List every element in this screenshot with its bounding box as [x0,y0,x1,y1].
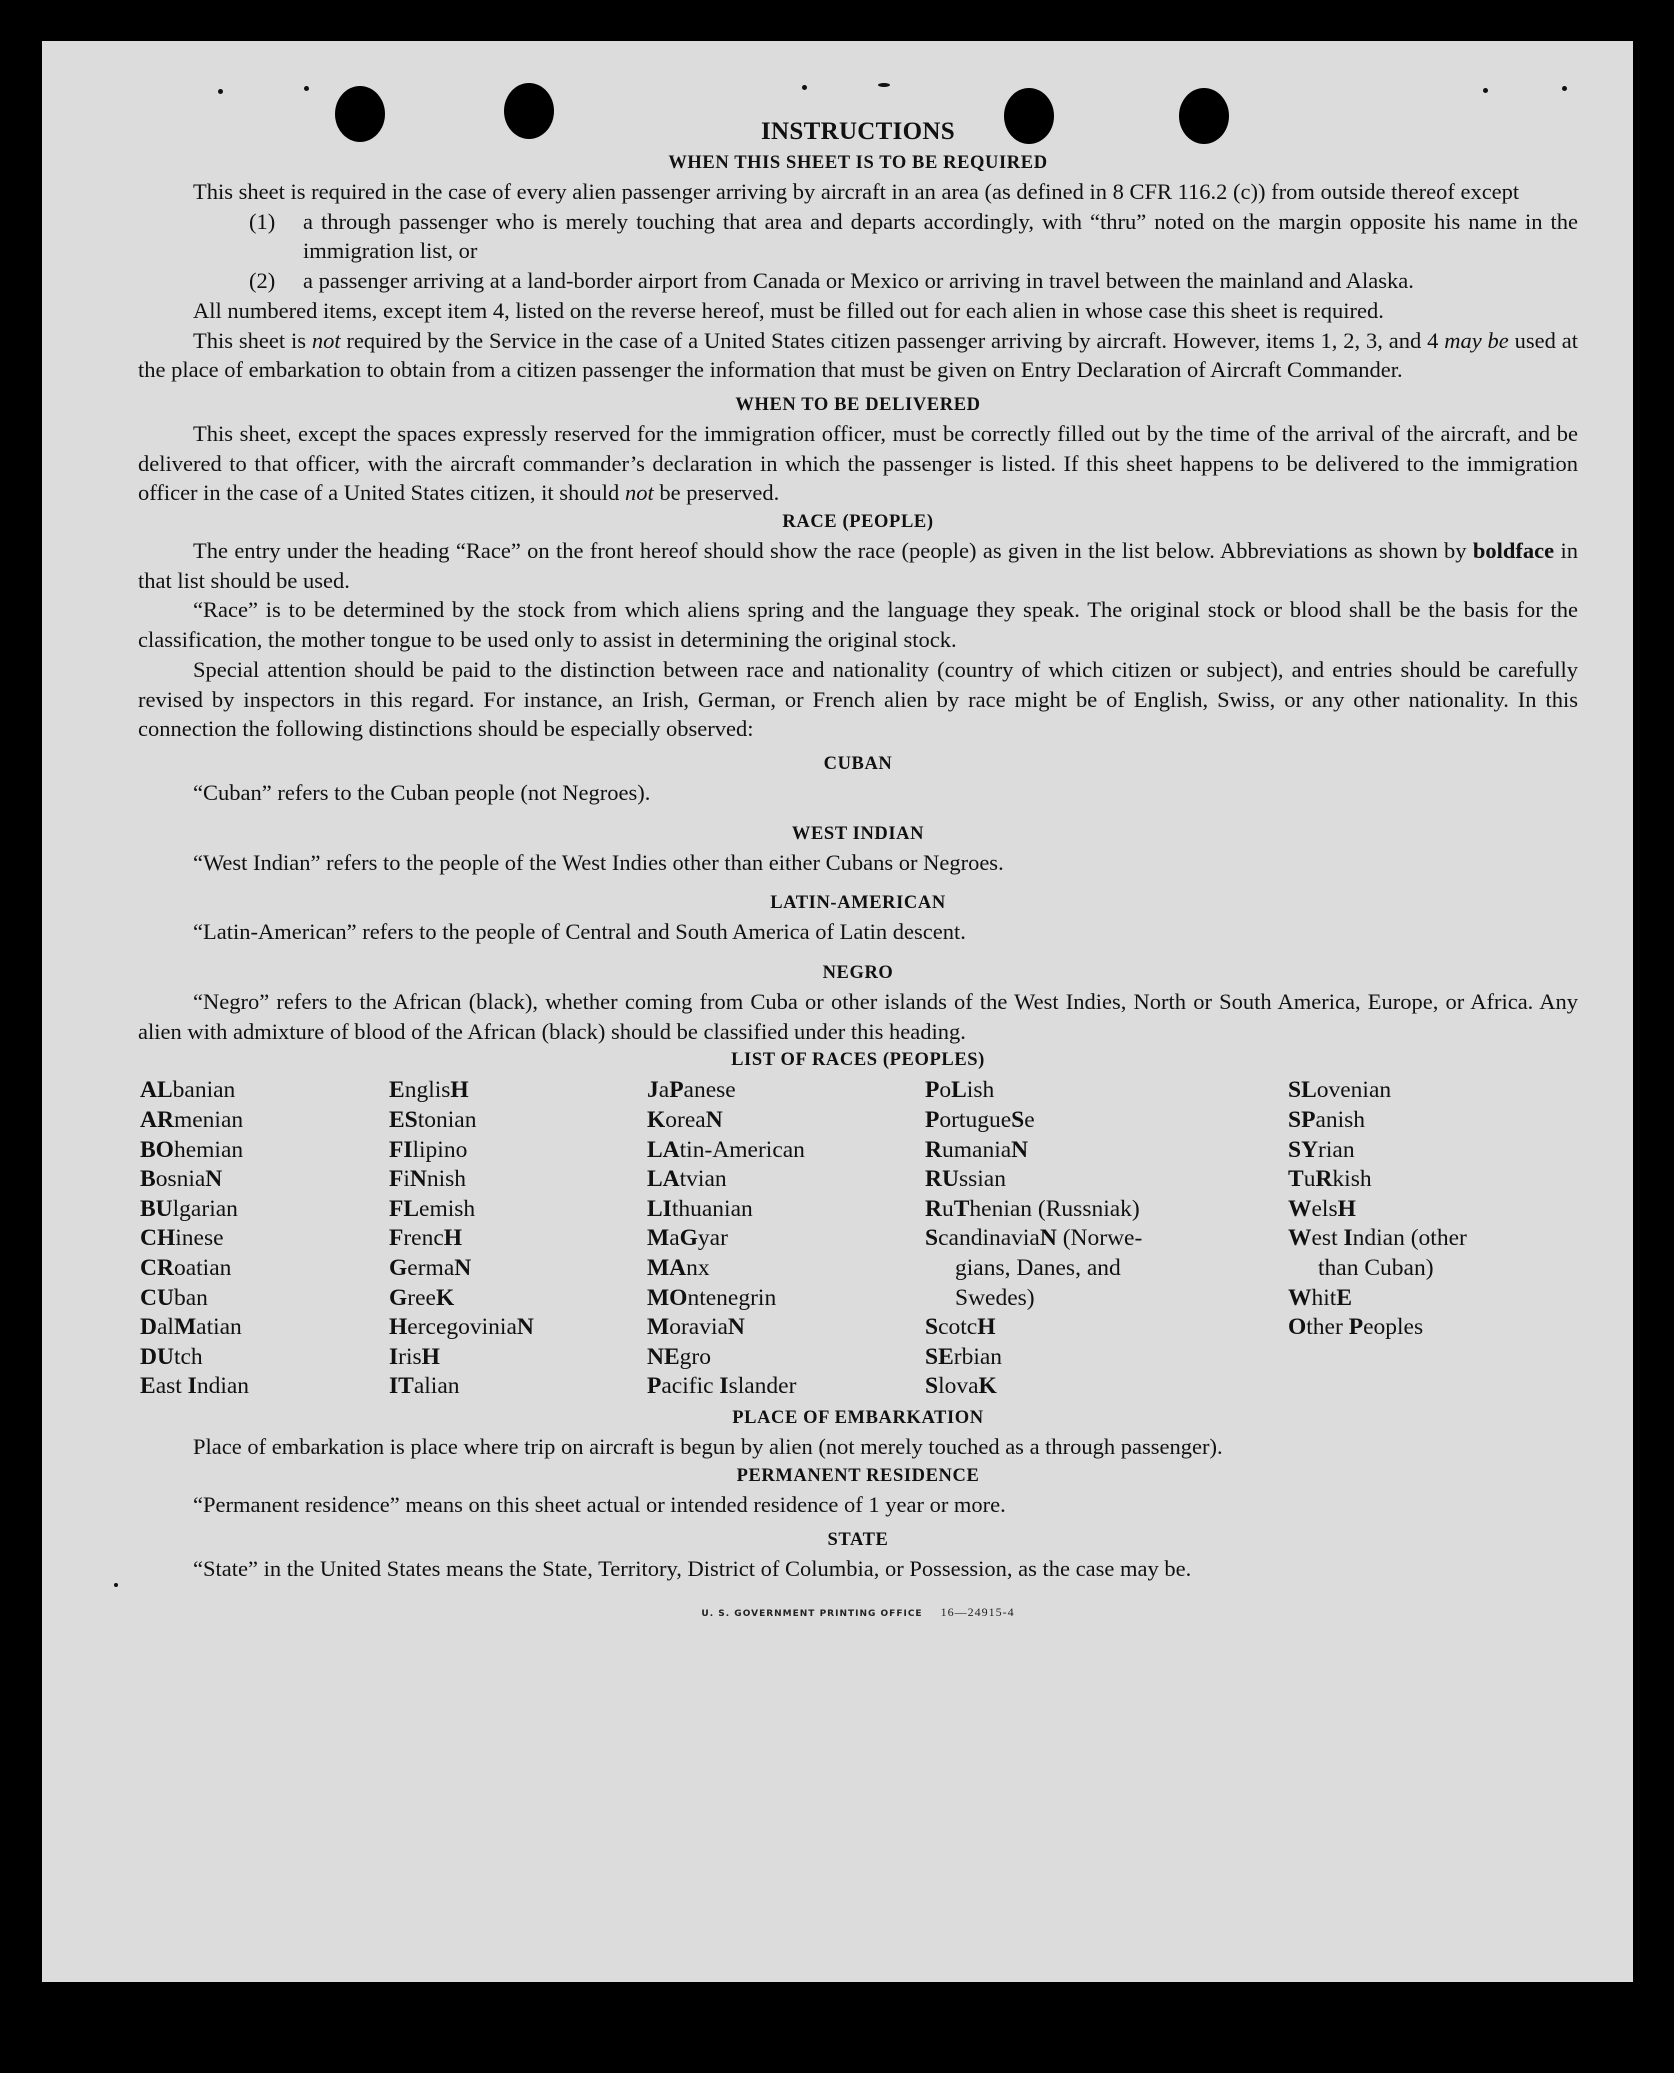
race-entry: DUtch [140,1343,203,1370]
text-run: This sheet is [193,327,312,353]
race-entry: SPanish [1288,1107,1366,1134]
race-entry: EnglisH [389,1077,469,1104]
race-entry-continuation: gians, Danes, and [955,1255,1121,1282]
emphasis: may be [1444,327,1509,353]
required-para-numbered-items: All numbered items, except item 4, listed on the reverse hereof, must be filled out for each alien in whose case this sheet is required. [193,297,1384,323]
race-entry: RumaniaN [925,1136,1029,1163]
race-entry: East Indian [140,1373,250,1400]
race-entry: West Indian (other [1288,1225,1467,1252]
race-column [647,1076,805,1402]
race-para-1 [138,536,1578,595]
race-entry: RuThenian (Russniak) [925,1195,1140,1222]
race-entry: CHinese [140,1225,224,1252]
exception-text: a through passenger who is merely touching that area and departs accordingly, with “thru” noted on the margin opposite his name in the immigration list, or [303,208,1578,264]
text-run: be preserved. [653,480,780,506]
race-entry: JaPanese [647,1077,736,1104]
heading-when-delivered: WHEN TO BE DELIVERED [735,394,981,415]
race-entry: IrisH [389,1343,440,1370]
race-entry: ITalian [389,1373,460,1400]
race-entry: Pacific Islander [647,1373,797,1400]
speck [114,1583,118,1587]
exception-number: (1) [249,208,276,234]
race-entry: FLemish [389,1195,476,1222]
residence-text: “Permanent residence” means on this sheet actual or intended residence of 1 year or more. [193,1492,1006,1518]
speck [218,89,223,94]
race-entry: NEgro [647,1343,711,1370]
race-para-3: Special attention should be paid to the distinction between race and nationality (country of which citizen or subject), and entries should be carefully revised by inspectors in this regard. For instance, an Irish, German, or French alien by race might be of English, Swiss, or any other nationality. In this connection the following distinctions should be especially observed: [138,656,1578,742]
emphasis: not [311,327,341,353]
race-entry: WhitE [1288,1284,1352,1311]
race-entry-continuation: than Cuban) [1318,1255,1434,1282]
race-entry: DalMatian [140,1314,242,1341]
race-entry: FiNnish [389,1166,467,1193]
race-entry: PoLish [925,1077,995,1104]
race-entry: MoraviaN [647,1314,745,1341]
heading-latin-american: LATIN-AMERICAN [770,893,946,914]
text-run: in that list should be used. [138,538,1578,593]
heading-permanent-residence: PERMANENT RESIDENCE [736,1466,980,1487]
required-para-citizen [138,326,1578,385]
embarkation-text: Place of embarkation is place where trip on aircraft is begun by alien (not merely touched as a through passenger). [193,1434,1223,1460]
race-para-2: “Race” is to be determined by the stock from which aliens spring and the language they speak. The original stock or blood shall be the basis for the classification, the mother tongue to be used only to assist in determining the original stock. [138,597,1578,653]
race-entry: WelsH [1288,1195,1356,1222]
race-entry: RUssian [925,1166,1006,1193]
race-entry: HercegoviniaN [389,1314,534,1341]
race-entry: KoreaN [647,1107,723,1134]
heading-list-of-races: LIST OF RACES (PEOPLES) [731,1050,985,1071]
state-text: “State” in the United States means the State, Territory, District of Columbia, or Possession, as the case may be. [193,1555,1192,1581]
race-entry-continuation: Swedes) [955,1284,1035,1311]
race-entry: MAnx [647,1255,710,1282]
race-entry: CRoatian [140,1255,232,1282]
printer-footer [138,1598,1578,1630]
exception-number: (2) [249,268,276,294]
race-column [925,1076,1209,1402]
heading-embarkation: PLACE OF EMBARKATION [732,1408,984,1429]
bold-text: boldface [1472,538,1555,564]
speck [304,86,309,91]
heading-state: STATE [827,1529,889,1550]
negro-text: “Negro” refers to the African (black), whether coming from Cuba or other islands of the West Indies, North or South America, Europe, or Africa. Any alien with admixture of blood of the African (black) should be classified under this heading. [138,989,1578,1044]
document-page [42,41,1633,1982]
race-entry: ARmenian [140,1107,244,1134]
race-entry: SErbian [925,1343,1003,1370]
race-entry: BOhemian [140,1136,244,1163]
required-intro: This sheet is required in the case of every alien passenger arriving by aircraft in an area (as defined in 8 CFR 116.2 (c)) from outside thereof except [193,179,1520,204]
race-entry: ALbanian [140,1077,236,1104]
race-entry: SlovaK [925,1373,997,1400]
race-entry: FrencH [389,1225,463,1252]
race-entry: PortugueSe [925,1107,1035,1134]
west-indian-text: “West Indian” refers to the people of the West Indies other than either Cubans or Negroes. [193,849,1004,875]
text-run: The entry under the heading “Race” on the front hereof should show the race (people) as given in the list below. Abbreviations as shown by [193,538,1473,564]
race-entry: CUban [140,1284,208,1311]
printer-name: U. S. GOVERNMENT PRINTING OFFICE [701,1608,923,1619]
race-entry: BosniaN [140,1166,223,1193]
race-entry: ScandinaviaN (Norwe- [925,1225,1143,1252]
page-title: INSTRUCTIONS [761,118,955,145]
delivered-para [138,419,1578,508]
speck [802,85,807,90]
race-entry: Other Peoples [1288,1314,1424,1341]
text-run: used at the place of embarkation to obtain from a citizen passenger the information that must be given on Entry Declaration of Aircraft Commander. [138,327,1578,383]
emphasis: not [624,480,654,506]
text-run: This sheet, except the spaces expressly reserved for the immigration officer, must be correctly filled out by the time of the arrival of the aircraft, and be delivered to that officer, with the aircraft commander’s declaration in which the passenger is listed. If this sheet happens to be delivered to the immigration officer in the case of a United States citizen, it should [138,420,1578,506]
heading-when-required: WHEN THIS SHEET IS TO BE REQUIRED [668,153,1048,173]
form-code: 16—24915-4 [940,1604,1015,1619]
race-entry: BUlgarian [140,1195,238,1222]
race-entry: LAtin-American [647,1136,805,1163]
race-entry: TuRkish [1288,1166,1372,1193]
race-entry: SLovenian [1288,1077,1392,1104]
speck [1562,86,1567,91]
speck [878,83,890,87]
heading-race: RACE (PEOPLE) [782,512,934,533]
race-entry: MaGyar [647,1225,728,1252]
instructions-content [138,115,1578,1629]
exception-item [138,266,1578,296]
race-column [1288,1076,1538,1342]
text-run: required by the Service in the case of a United States citizen passenger arriving by aircraft. However, items 1, 2, 3, and 4 [340,327,1445,353]
race-entry: FIlipino [389,1136,468,1163]
exception-text: a passenger arriving at a land-border airport from Canada or Mexico or arriving in travel between the mainland and Alaska. [303,268,1414,294]
race-entry: MOntenegrin [647,1284,777,1311]
race-entry: LAtvian [647,1166,727,1193]
race-entry: ScotcH [925,1314,996,1341]
race-list [138,1076,1578,1404]
heading-west-indian: WEST INDIAN [791,823,925,844]
exception-item [138,207,1578,266]
race-entry: LIthuanian [647,1195,753,1222]
race-entry: GreeK [389,1284,455,1311]
race-entry: GermaN [389,1255,472,1282]
race-entry: EStonian [389,1107,477,1134]
latin-american-text: “Latin-American” refers to the people of Central and South America of Latin descent. [193,919,966,945]
race-column [389,1076,534,1402]
race-entry: SYrian [1288,1136,1355,1163]
heading-cuban: CUBAN [823,753,893,774]
heading-negro: NEGRO [822,963,894,984]
speck [1483,88,1488,93]
cuban-text: “Cuban” refers to the Cuban people (not Negroes). [193,779,651,805]
race-column [140,1076,249,1402]
